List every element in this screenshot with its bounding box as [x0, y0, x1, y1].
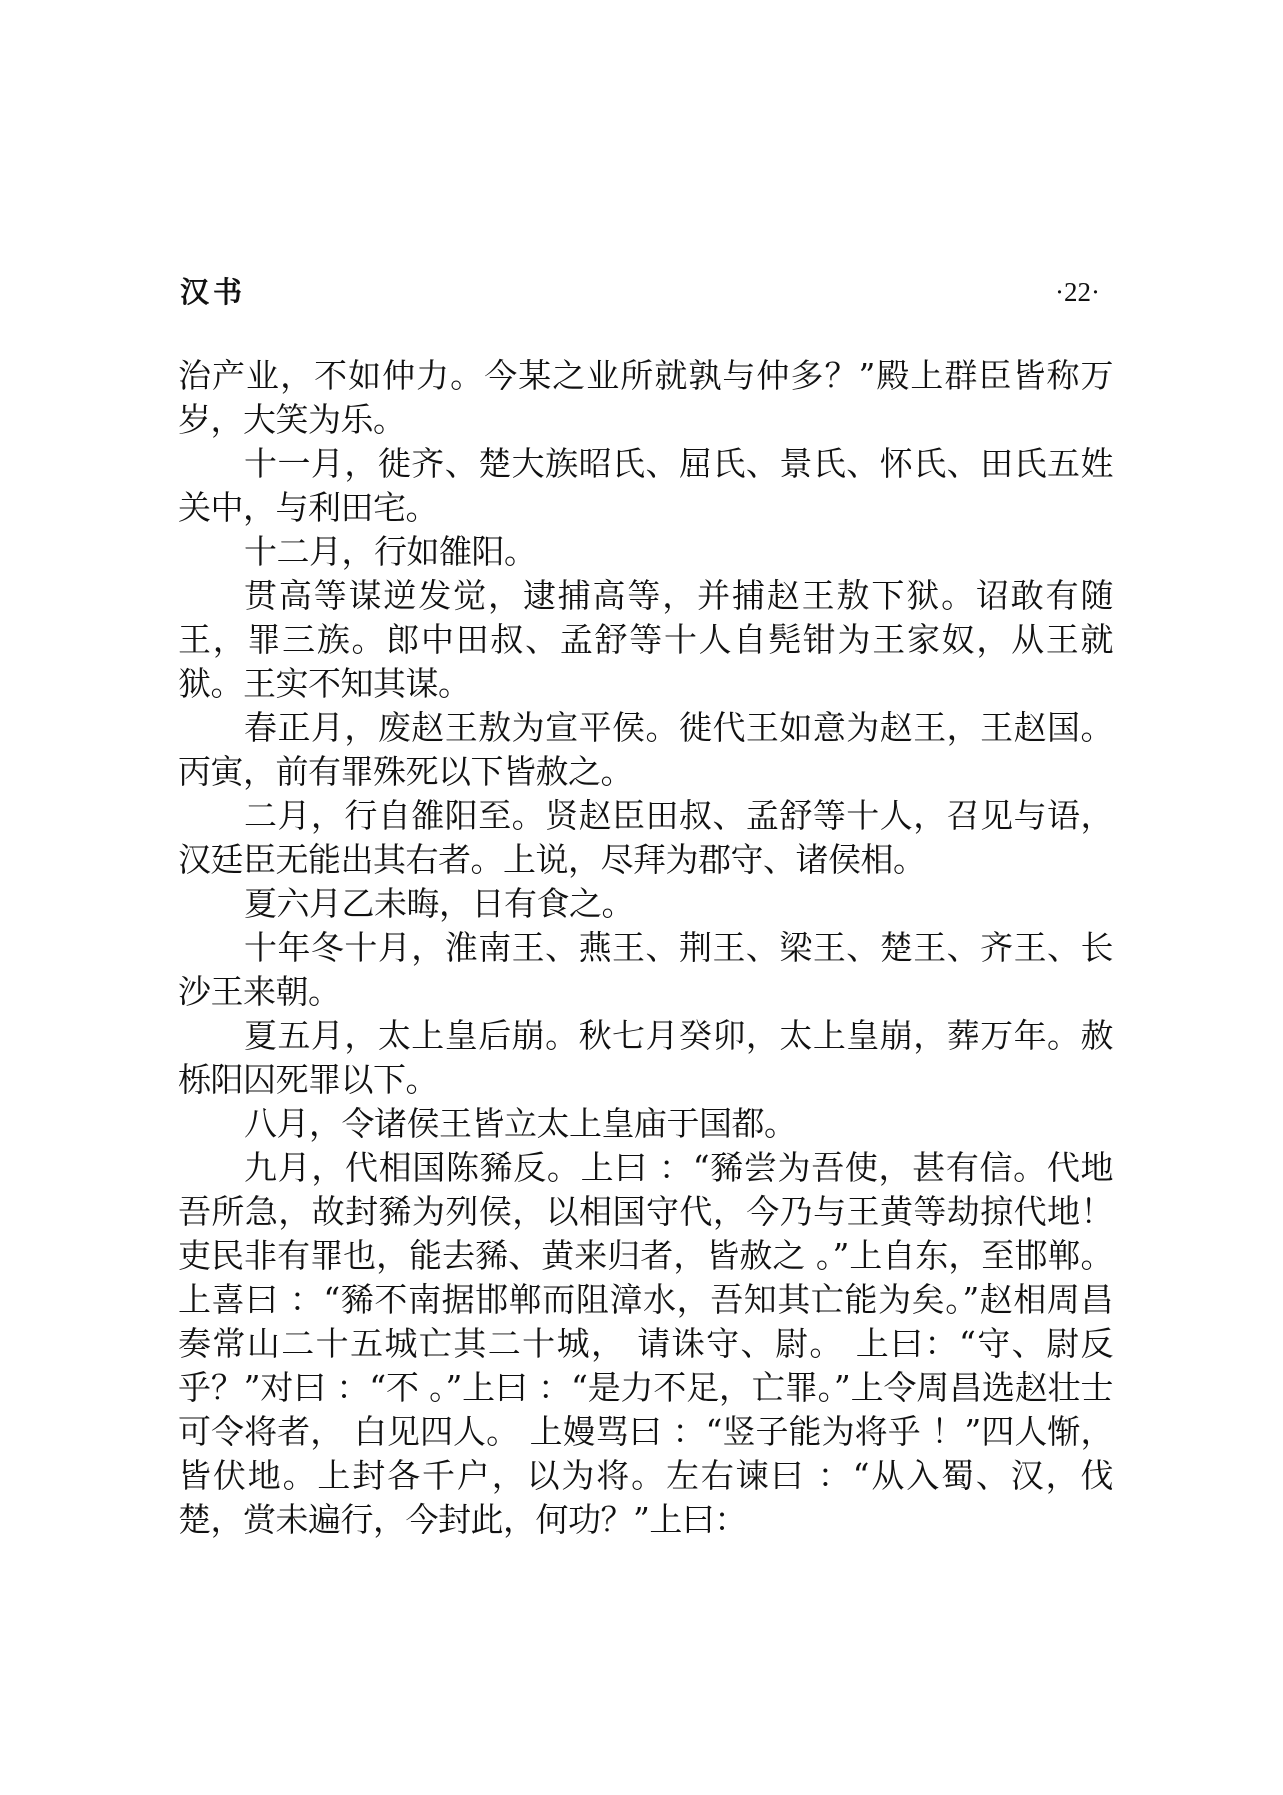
paragraph: 夏五月，太上皇后崩。秋七月癸卯，太上皇崩，葬万年。赦栎阳囚死罪以下。	[178, 1016, 1113, 1099]
body-text	[178, 354, 1113, 1542]
paragraph: 二月，行自雒阳至。贤赵臣田叔、孟舒等十人，召见与语，汉廷臣无能出其右者。上说，尽拜为郡守、诸侯相。	[178, 796, 1113, 879]
paragraph: 贯高等谋逆发觉，逮捕高等，并捕赵王敖下狱。诏敢有随王，罪三族。郎中田叔、孟舒等十人自髡钳为王家奴，从王就狱。王实不知其谋。	[178, 576, 1113, 703]
paragraph: 十二月，行如雒阳。	[244, 532, 537, 571]
paragraph: 十一月，徙齐、楚大族昭氏、屈氏、景氏、怀氏、田氏五姓关中，与利田宅。	[178, 444, 1113, 527]
paragraph: 治产业，不如仲力。今某之业所就孰与仲多？”殿上群臣皆称万岁，大笑为乐。	[178, 356, 1113, 439]
paragraph: 夏六月乙未晦，日有食之。	[244, 884, 634, 923]
paragraph: 八月，令诸侯王皆立太上皇庙于国都。	[244, 1104, 797, 1143]
page-number: ·22·	[1055, 277, 1100, 307]
paragraph: 春正月，废赵王敖为宣平侯。徙代王如意为赵王，王赵国。丙寅，前有罪殊死以下皆赦之。	[178, 708, 1113, 791]
book-title: 汉书	[180, 275, 247, 309]
paragraph: 九月，代相国陈豨反。上曰 ：“豨尝为吾使，甚有信。代地吾所急，故封豨为列侯，以相国守代，今乃与王黄等劫掠代地！吏民非有罪也，能去豨、黄来归者，皆赦之 。”上自东，至邯郸。上喜曰 ：“豨不南据邯郸而阻漳水，吾知其亡能为矣。”赵相周昌奏常山二十五城亡其二十城， 请诛守、尉。 上曰：“守、尉反乎？”对曰 ：“不 。”上曰 ：“是力不足，亡罪。”上令周昌选赵壮士可令将者， 白见四人。 上嫚骂曰 ：“竖子能为将乎 ！”四人惭，皆伏地。上封各千户，以为将。左右谏曰 ：“从入蜀、汉，伐楚，赏未遍行，今封此，何功？”上曰：	[178, 1148, 1113, 1539]
page-header	[180, 272, 1100, 320]
paragraph: 十年冬十月，淮南王、燕王、荆王、梁王、楚王、齐王、长沙王来朝。	[178, 928, 1113, 1011]
